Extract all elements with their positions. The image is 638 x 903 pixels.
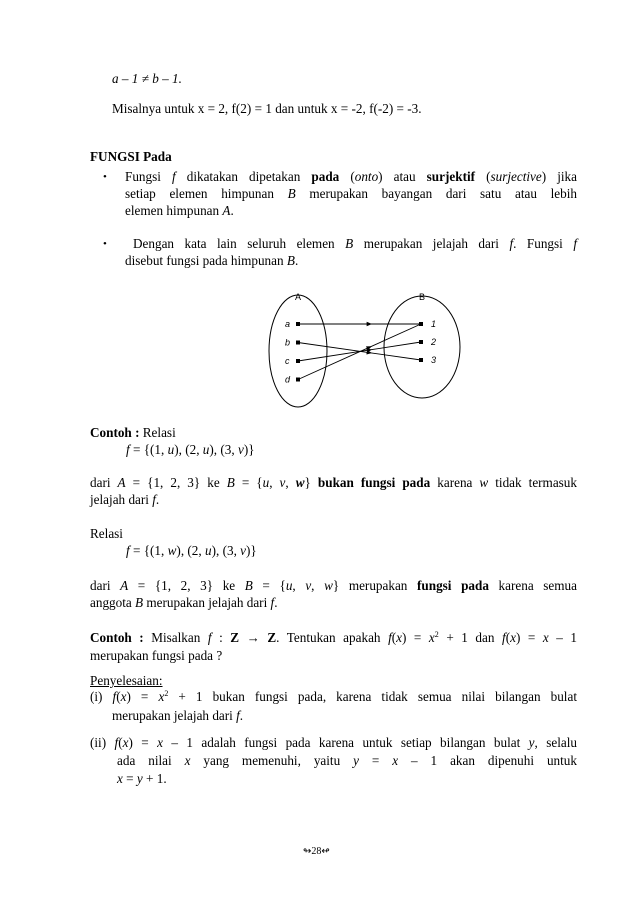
contoh-1-heading: Contoh : Relasi <box>90 425 176 440</box>
codomain-element-1: 1 <box>431 319 437 329</box>
bullet-1-line-3: elemen himpunan A. <box>125 203 234 218</box>
bullet-1-line-1: Fungsi f dikatakan dipetakan pada (onto) atau surjektif (surjective) jika <box>125 169 577 184</box>
domain-element-a: a <box>285 319 291 329</box>
contoh-3-line-2: merupakan fungsi pada ? <box>90 648 223 663</box>
bullet-1-line-2: setiap elemen himpunan B merupakan bayangan dari satu atau lebih <box>125 186 577 201</box>
contoh-2-heading: Relasi <box>90 526 123 541</box>
contoh-1-text-line-1: dari A = {1, 2, 3} ke B = {u, v, w} bukan fungsi pada karena w tidak termasuk <box>90 475 577 490</box>
example-line: Misalnya untuk x = 2, f(2) = 1 dan untuk x = -2, f(-2) = -3. <box>112 101 422 116</box>
domain-element-c: c <box>285 356 290 366</box>
domain-element-b: b <box>285 337 291 348</box>
solution-i-line-1: (i) $f(x) = x^2 + 1$ bukan fungsi pada, karena tidak semua nilai bilangan bulat <box>90 689 577 704</box>
set-b-label: B <box>419 292 426 302</box>
set-a-ellipse <box>269 295 327 407</box>
bullet-icon: • <box>103 238 107 250</box>
contoh-3-line-1: Contoh : Misalkan f : Z → Z. Tentukan apakah $f(x) = x^2 + 1$ dan f(x) = x – 1 <box>90 630 577 645</box>
bullet-2-line-2: disebut fungsi pada himpunan B. <box>125 253 299 268</box>
bullet-icon: • <box>103 171 107 183</box>
solution-ii-line-2: ada nilai x yang memenuhi, yaitu y = x – 1 akan dipenuhi untuk <box>117 753 577 768</box>
contoh-1-relation: f = {(1, u), (2, u), (3, v)} <box>126 442 255 457</box>
set-a-label: A <box>295 292 302 302</box>
solution-heading: Penyelesaian: <box>90 673 163 688</box>
codomain-element-3: 3 <box>431 355 437 365</box>
right-ornament-icon: ↫ <box>321 846 330 857</box>
section-heading: FUNGSI Pada <box>90 149 172 164</box>
contoh-2-text-line-2: anggota B merupakan jelajah dari f. <box>90 595 278 610</box>
codomain-element-2: 2 <box>431 337 437 347</box>
page-footer <box>303 844 330 860</box>
set-b-ellipse <box>384 296 460 398</box>
contoh-2-relation: f = {(1, w), (2, u), (3, v)} <box>126 543 257 558</box>
solution-ii-line-3: x = y + 1. <box>117 771 167 786</box>
mapping-diagram <box>268 288 478 410</box>
left-ornament-icon: ↬ <box>303 846 312 857</box>
bullet-2-line-1: Dengan kata lain seluruh elemen B merupakan jelajah dari f. Fungsi f <box>133 236 577 251</box>
page-number: 28 <box>311 846 322 857</box>
inequality-line: a – 1 ≠ b – 1. <box>112 71 182 86</box>
contoh-2-text-line-1: dari A = {1, 2, 3} ke B = {u, v, w} merupakan fungsi pada karena semua <box>90 578 577 593</box>
arrow-d-to-1 <box>298 324 421 380</box>
solution-ii-line-1: (ii) f(x) = x – 1 adalah fungsi pada karena untuk setiap bilangan bulat y, selalu <box>90 735 577 750</box>
solution-i-line-2: merupakan jelajah dari f. <box>112 708 244 723</box>
domain-element-d: d <box>285 374 291 385</box>
contoh-1-text-line-2: jelajah dari f. <box>90 492 160 507</box>
